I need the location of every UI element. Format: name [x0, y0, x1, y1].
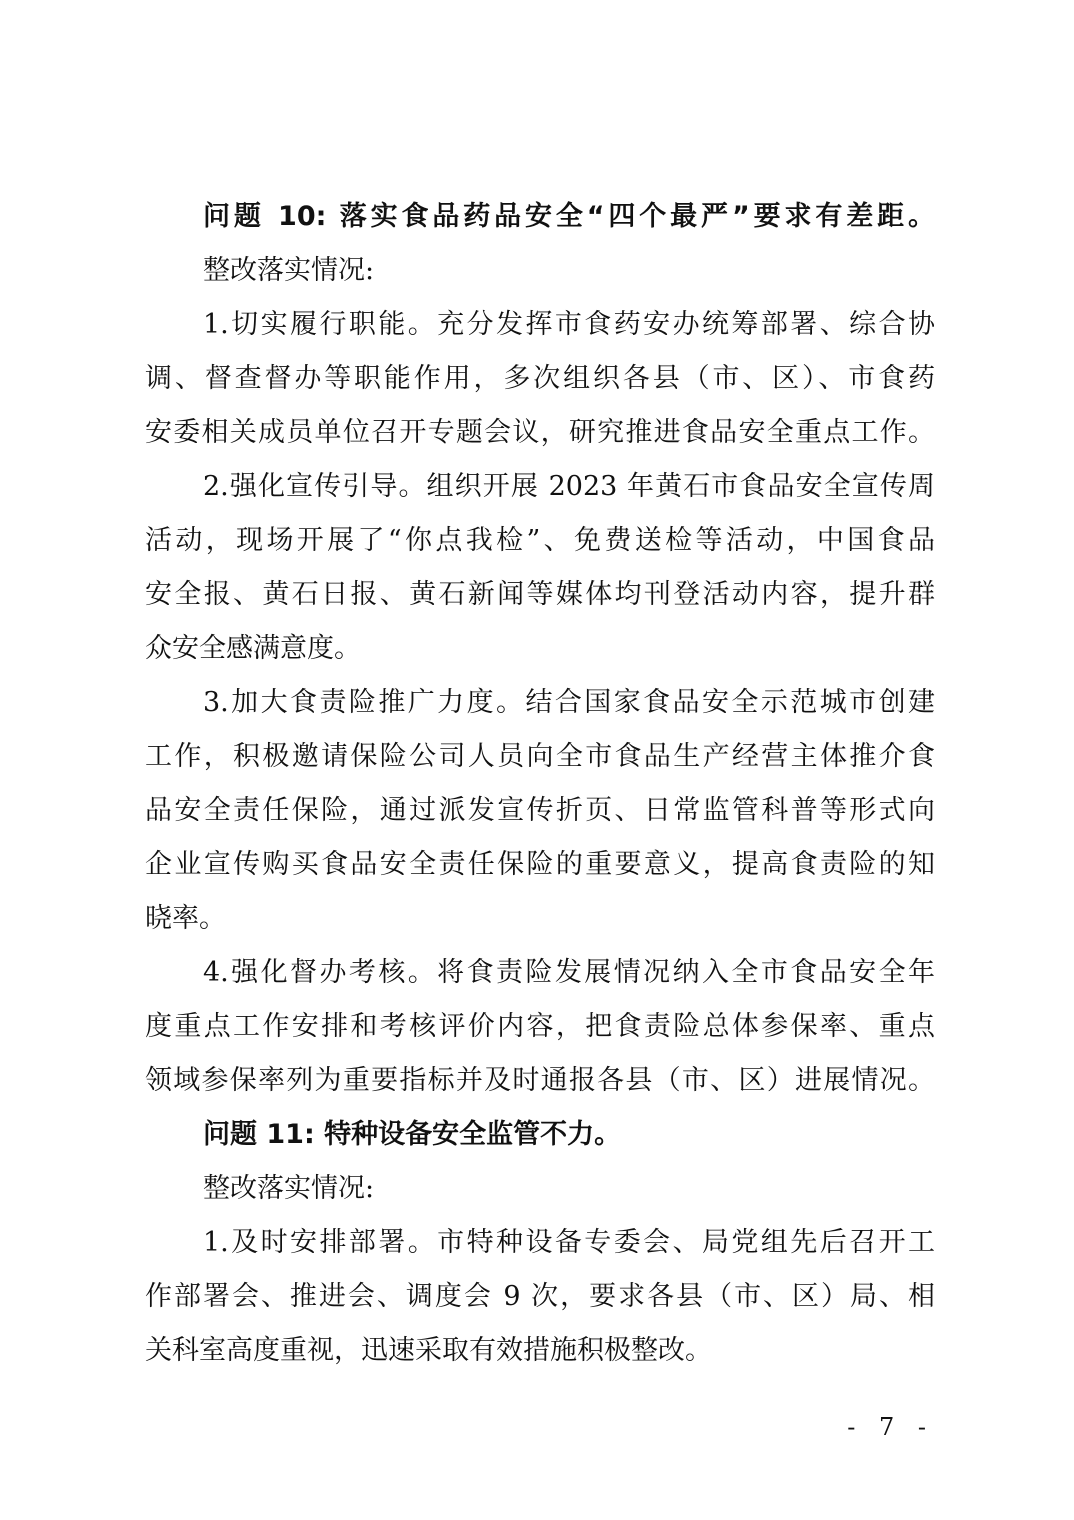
- paragraph-line: 作部署会、推进会、调度会 9 次，要求各县（市、区）局、相: [145, 1281, 935, 1312]
- rectification-label: 整改落实情况:: [203, 255, 375, 286]
- paragraph-line: 品安全责任保险，通过派发宣传折页、日常监管科普等形式向: [145, 795, 935, 826]
- paragraph-line: 工作，积极邀请保险公司人员向全市食品生产经营主体推介食: [145, 741, 935, 772]
- document-body: [145, 190, 935, 1378]
- paragraph-line: 调、督查督办等职能作用，多次组织各县（市、区）、市食药: [145, 363, 935, 394]
- paragraph-line: 1.及时安排部署。市特种设备专委会、局党组先后召开工: [203, 1227, 935, 1258]
- issue-10-heading: 问题 10: 落实食品药品安全“四个最严”要求有差距。: [203, 201, 935, 232]
- paragraph-line: 3.加大食责险推广力度。结合国家食品安全示范城市创建: [203, 687, 935, 718]
- rectification-label: 整改落实情况:: [203, 1173, 375, 1204]
- paragraph-line: 度重点工作安排和考核评价内容，把食责险总体参保率、重点: [145, 1011, 935, 1042]
- page-number: - 7 -: [847, 1413, 934, 1441]
- paragraph-line: 2.强化宣传引导。组织开展 2023 年黄石市食品安全宣传周: [203, 471, 935, 502]
- paragraph-line: 众安全感满意度。: [145, 633, 361, 664]
- paragraph-line: 1.切实履行职能。充分发挥市食药安办统筹部署、综合协: [203, 309, 935, 340]
- paragraph-line: 领域参保率列为重要指标并及时通报各县（市、区）进展情况。: [145, 1065, 935, 1096]
- paragraph-line: 安委相关成员单位召开专题会议，研究推进食品安全重点工作。: [145, 417, 935, 448]
- paragraph-line: 安全报、黄石日报、黄石新闻等媒体均刊登活动内容，提升群: [145, 579, 935, 610]
- paragraph-line: 企业宣传购买食品安全责任保险的重要意义，提高食责险的知: [145, 849, 935, 880]
- issue-11-heading: 问题 11: 特种设备安全监管不力。: [203, 1119, 622, 1150]
- paragraph-line: 关科室高度重视，迅速采取有效措施积极整改。: [145, 1335, 712, 1366]
- paragraph-line: 活动，现场开展了“你点我检”、免费送检等活动，中国食品: [145, 525, 935, 556]
- paragraph-line: 晓率。: [145, 903, 226, 934]
- paragraph-line: 4.强化督办考核。将食责险发展情况纳入全市食品安全年: [203, 957, 935, 988]
